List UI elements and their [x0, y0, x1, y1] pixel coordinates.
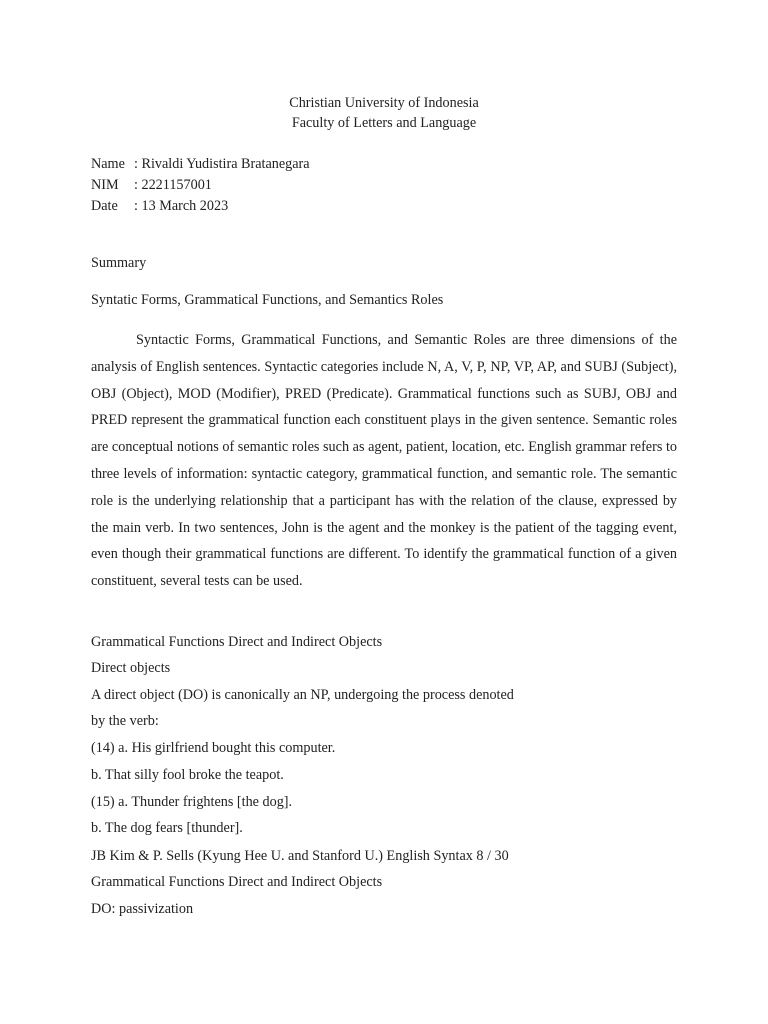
meta-row-nim [91, 175, 212, 195]
document-title: Syntatic Forms, Grammatical Functions, and Semantics Roles [91, 292, 444, 308]
meta-label: NIM [91, 177, 119, 193]
summary-paragraph: Syntactic Forms, Grammatical Functions, and Semantic Roles are three dimensions of the analysis of English sentences. Syntactic categories include N, A, V, P, NP, VP, AP, and SUBJ (Subject), OBJ (Object), MOD (Modifier), PRED (Predicate). Grammatical functions such as SUBJ, OBJ and PRED represent the grammatical function each constituent plays in the given sentence. Semantic roles are conceptual notions of semantic roles such as agent, patient, location, etc. English grammar refers to three levels of information: syntactic category, grammatical function, and semantic role. The semantic role is the underlying relationship that a participant has with the relation of the clause, expressed by the main verb. In two sentences, John is the agent and the monkey is the patient of the tagging event, even though their grammatical functions are different. To identify the grammatical function of a given constituent, several tests can be used. [91, 332, 677, 590]
text-line: JB Kim & P. Sells (Kyung Hee U. and Stanford U.) English Syntax 8 / 30 [91, 848, 509, 864]
meta-row-date [91, 196, 228, 216]
meta-value: : 13 March 2023 [134, 198, 229, 214]
text-line: b. The dog fears [thunder]. [91, 820, 243, 836]
text-line: b. That silly fool broke the teapot. [91, 767, 284, 783]
text-line: DO: passivization [91, 901, 194, 917]
text-line: (14) a. His girlfriend bought this computer. [91, 740, 336, 756]
meta-value: : Rivaldi Yudistira Bratanegara [134, 156, 310, 172]
text-line: Grammatical Functions Direct and Indirect Objects [91, 634, 383, 650]
meta-label: Date [91, 198, 118, 214]
text-line: Direct objects [91, 660, 171, 676]
faculty-name: Faculty of Letters and Language [291, 115, 477, 131]
meta-label: Name [91, 156, 125, 172]
text-line: by the verb: [91, 713, 159, 729]
meta-value: : 2221157001 [134, 177, 212, 193]
text-line: A direct object (DO) is canonically an NP, undergoing the process denoted [91, 687, 514, 703]
section-heading: Summary [91, 255, 147, 271]
text-line: Grammatical Functions Direct and Indirect Objects [91, 874, 383, 890]
text-line: (15) a. Thunder frightens [the dog]. [91, 794, 293, 810]
meta-row-name [91, 154, 310, 174]
university-name: Christian University of Indonesia [289, 95, 479, 111]
